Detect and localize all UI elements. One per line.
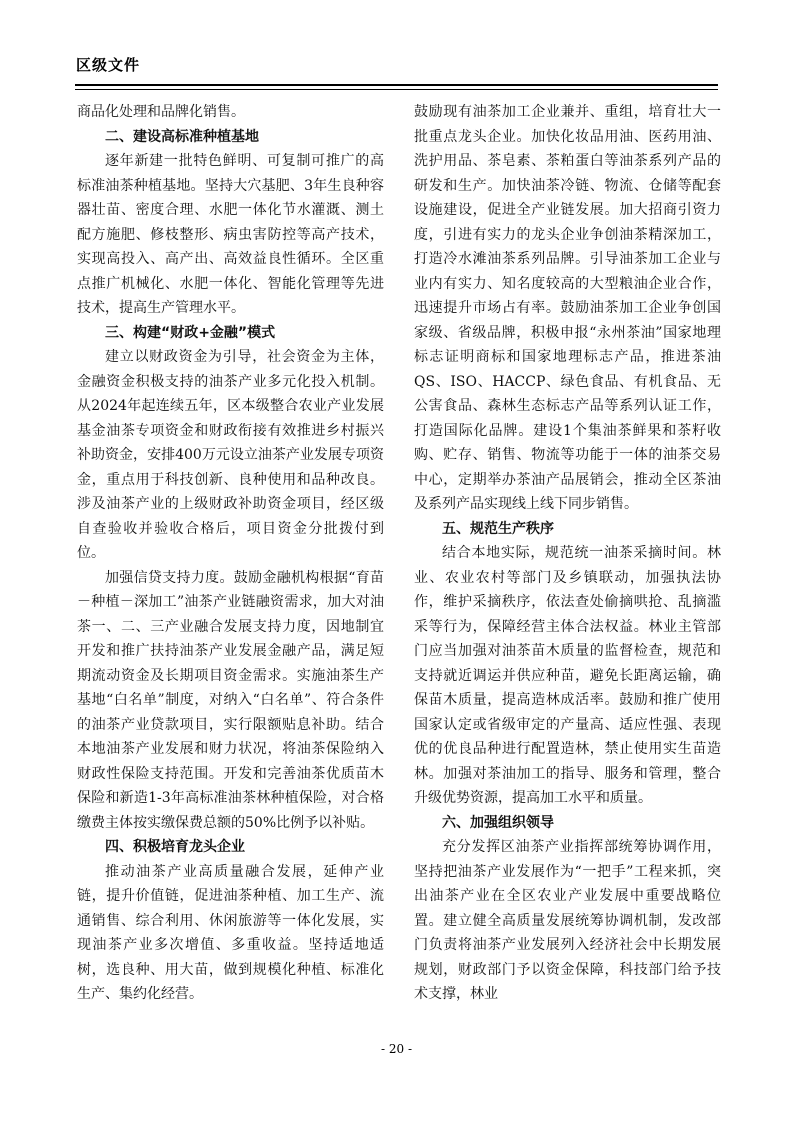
paragraph-finance-mechanism: 建立以财政资金为引导，社会资金为主体，金融资金积极支持的油茶产业多元化投入机制。从2024年起连续五年，区本级整合农业产业发展基金油茶专项资金和财政衔接有效推进乡村振兴补助资金，安排400万元设立油茶产业发展专项资金，重点用于科技创新、良种使用和品种改良。涉及油茶产业的上级财政补助资金项目，经区级自查验收并验收合格后，项目资金分批拨付到位。 (77, 349, 384, 561)
header-rule-thin (75, 89, 718, 90)
paragraph-continued-enterprises: 鼓励现有油茶加工企业兼并、重组，培育壮大一批重点龙头企业。加快化妆品用油、医药用油、洗护用品、茶皂素、茶粕蛋白等油茶系列产品的研发和生产。加快油茶冷链、物流、仓储等配套设施建设，促进全产业链发展。加大招商引资力度，引进有实力的龙头企业争创油茶精深加工，打造冷水滩油茶系列品牌。引导油茶加工企业与业内有实力、知名度较高的大型粮油企业合作，迅速提升市场占有率。鼓励油茶加工企业争创国家级、省级品牌，积极申报“永州茶油”国家地理标志证明商标和国家地理标志产品，推进茶油QS、ISO、HACCP、绿色食品、有机食品、无公害食品、森林生态标志产品等系列认证工作，打造国际化品牌。建设1个集油茶鲜果和茶籽收购、贮存、销售、物流等功能于一体的油茶交易中心，定期举办茶油产品展销会，推动全区茶油及系列产品实现线上线下同步销售。 (414, 104, 721, 512)
section-heading-6: 六、加强组织领导 (442, 814, 554, 831)
paragraph-leading-enterprises: 推动油茶产业高质量融合发展，延伸产业链，提升价值链，促进油茶种植、加工生产、流通销售、综合利用、休闲旅游等一体化发展，实现油茶产业多次增值、多重收益。坚持适地适树，选良种、用大苗，做到规模化种植、标准化生产、集约化经营。 (77, 863, 384, 1002)
paragraph-continued: 商品化处理和品牌化销售。 (77, 104, 245, 120)
header-rule-thick (75, 84, 718, 86)
right-column (414, 100, 721, 1007)
paragraph-organization-leadership: 充分发挥区油茶产业指挥部统筹协调作用，坚持把油茶产业发展作为“一把手”工程来抓，突出油茶产业在全区农业产业发展中重要战略位置。建立健全高质量发展统筹协调机制，发改部门负责将油茶产业发展列入经济社会中长期发展规划，财政部门予以资金保障，科技部门给予技术支撑，林业 (414, 839, 721, 1002)
page-number: - 20 - (380, 1042, 412, 1056)
section-heading-5: 五、规范生产秩序 (442, 520, 554, 537)
paragraph-credit-support: 加强信贷支持力度。鼓励金融机构根据“育苗－种植－深加工”油茶产业链融资需求，加大对油茶一、二、三产业融合发展支持力度，因地制宜开发和推广扶持油茶产业发展金融产品，满足短期流动资金及长期项目资金需求。实施油茶生产基地“白名单”制度，对纳入“白名单”、符合条件的油茶产业贷款项目，实行限额贴息补助。结合本地油茶产业发展和财力状况，将油茶保险纳入财政性保险支持范围。开发和完善油茶优质苗木保险和新造1-3年高标准油茶林种植保险，对合格缴费主体按实缴保费总额的50%比例予以补贴。 (77, 569, 384, 831)
left-column (77, 100, 384, 1007)
document-header-title: 区级文件 (76, 56, 141, 74)
paragraph-production-order: 结合本地实际，规范统一油茶采摘时间。林业、农业农村等部门及乡镇联动，加强执法协作，维护采摘秩序，依法查处偷摘哄抢、乱摘滥采等行为，保障经营主体合法权益。林业主管部门应当加强对油茶苗木质量的监督检查，规范和支持就近调运并供应种苗，避免长距离运输，确保苗木质量，提高造林成活率。鼓励和推广使用国家认定或省级审定的产量高、适应性强、表现优的优良品种进行配置造林，禁止使用实生苗造林。加强对茶油加工的指导、服务和管理，整合升级优势资源，提高加工水平和质量。 (414, 545, 721, 806)
section-heading-4: 四、积极培育龙头企业 (105, 839, 245, 855)
paragraph-planting-base: 逐年新建一批特色鲜明、可复制可推广的高标准油茶种植基地。坚持大穴基肥、3年生良种容器壮苗、密度合理、水肥一体化节水灌溉、测土配方施肥、修枝整形、病虫害防控等高产技术，实现高投入、高产出、高效益良性循环。全区重点推广机械化、水肥一体化、智能化管理等先进技术，提高生产管理水平。 (77, 153, 384, 316)
section-heading-2: 二、建设高标准种植基地 (105, 128, 259, 145)
section-heading-3: 三、构建“财政+金融”模式 (105, 324, 276, 341)
